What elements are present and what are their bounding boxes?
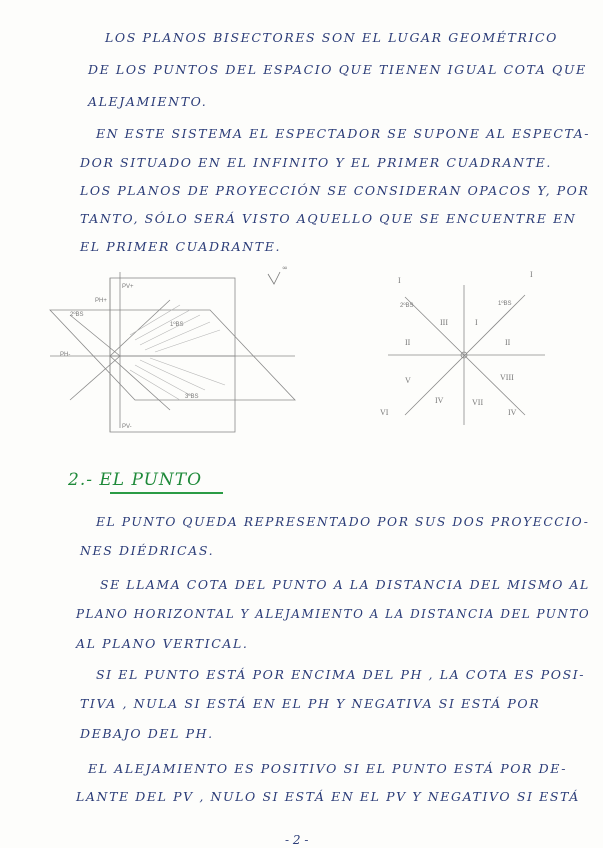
octant-label-VIII: VIII — [500, 373, 514, 382]
paragraph4-line1: SE LLAMA COTA DEL PUNTO A LA DISTANCIA DEL MISMO AL — [100, 577, 590, 592]
octant-label-II: II — [405, 338, 411, 347]
paragraph1-line1: LOS PLANOS BISECTORES SON EL LUGAR GEOMÉTRICO — [105, 30, 559, 45]
paragraph3-line2: NES DIÉDRICAS. — [80, 543, 215, 558]
section-heading: 2.- EL PUNTO — [68, 470, 203, 490]
octant-label-I-corner: I — [398, 276, 401, 285]
dihedral-planes-sketch — [40, 260, 310, 440]
paragraph5-line3: DEBAJO DEL PH. — [80, 726, 214, 741]
page-number: - 2 - — [285, 833, 309, 847]
label-2bs-left: 2ºBS — [70, 312, 84, 318]
paragraph4-line2: PLANO HORIZONTAL Y ALEJAMIENTO A LA DISTANCIA DEL PUNTO — [76, 606, 591, 621]
paragraph2-line1: EN ESTE SISTEMA EL ESPECTADOR SE SUPONE AL ESPECTA- — [96, 126, 591, 141]
viewer-infinity-mark: ∞ — [282, 264, 288, 272]
paragraph2-line5: EL PRIMER CUADRANTE. — [80, 239, 282, 254]
label-1bs-left: 1ºBS — [170, 322, 184, 328]
octant-label-VII: VII — [472, 398, 484, 407]
octant-label-VI: VI — [380, 408, 389, 417]
octant-label-II-right: II — [505, 338, 511, 347]
octant-label-I: I — [475, 318, 478, 327]
paragraph5-line1: SI EL PUNTO ESTÁ POR ENCIMA DEL PH , LA COTA ES POSI- — [96, 667, 586, 682]
octant-label-V: V — [405, 376, 411, 385]
paragraph1-line2: DE LOS PUNTOS DEL ESPACIO QUE TIENEN IGUAL COTA QUE — [88, 62, 587, 77]
paragraph6-line2: LANTE DEL PV , NULO SI ESTÁ EN EL PV Y NEGATIVO SI ESTÁ — [76, 789, 580, 804]
label-pv-top: PV+ — [122, 284, 134, 290]
section-heading-underline — [110, 492, 223, 494]
paragraph2-line2: DOR SITUADO EN EL INFINITO Y EL PRIMER CUADRANTE. — [80, 155, 552, 170]
vertical-plane-lower — [110, 356, 235, 432]
paragraph1-line3: ALEJAMIENTO. — [88, 94, 208, 109]
paragraph3-line1: EL PUNTO QUEDA REPRESENTADO POR SUS DOS PROYECCIO- — [96, 514, 590, 529]
label-pv-bottom: PV- — [122, 424, 132, 430]
label-ph-left: PH- — [60, 352, 71, 358]
label-3bs-left: 3ºBS — [185, 394, 199, 400]
paragraph5-line2: TIVA , NULA SI ESTÁ EN EL PH Y NEGATIVA SI ESTÁ POR — [80, 696, 541, 711]
octant-label-III: III — [440, 318, 448, 327]
paragraph2-line4: TANTO, SÓLO SERÁ VISTO AQUELLO QUE SE ENCUENTRE EN — [80, 211, 577, 226]
label-ph-top: PH+ — [95, 298, 107, 304]
octant-label-IV-corner: IV — [508, 408, 517, 417]
octant-2bs-label: 2ºBS — [400, 303, 414, 309]
paragraph2-line3: LOS PLANOS DE PROYECCIÓN SE CONSIDERAN OPACOS Y, POR — [80, 183, 590, 198]
octant-1bs-label: 1ºBS — [498, 301, 512, 307]
octant-label-IV: IV — [435, 396, 444, 405]
octant-label-I-right-corner: I — [530, 270, 533, 279]
viewer-eye-icon — [268, 264, 288, 284]
paragraph6-line1: EL ALEJAMIENTO ES POSITIVO SI EL PUNTO ESTÁ POR DE- — [88, 761, 568, 776]
paragraph4-line3: AL PLANO VERTICAL. — [76, 636, 249, 651]
octant-diagram — [380, 265, 560, 435]
